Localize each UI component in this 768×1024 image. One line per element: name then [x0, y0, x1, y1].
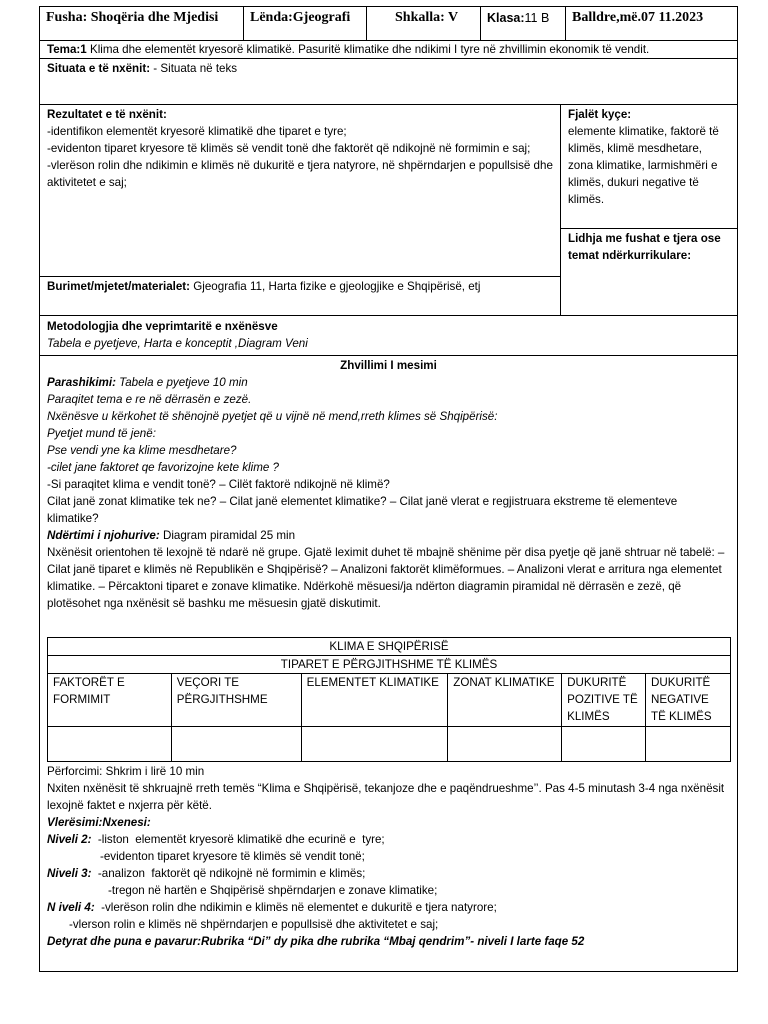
table-subtitle: TIPARET E PËRGJITHSHME TË KLIMËS — [48, 656, 731, 674]
perforcimi-line-1: Përforcimi: Shkrim i lirë 10 min — [47, 765, 205, 778]
lidhja-section — [561, 229, 737, 316]
metodologjia-label: Metodologjia dhe veprimtaritë e nxënësve — [47, 320, 278, 333]
table-header-cell: DUKURITË NEGATIVE TË KLIMËS — [646, 674, 731, 727]
fjalet-text: elemente klimatike, faktorë të klimës, klimë mesdhetare, zona klimatike, larmishmëri e klimës, dukuri negative të klimës. — [568, 125, 719, 206]
rezultatet-line-2: -evidenton tiparet kryesore të klimës së vendit tonë dhe faktorët që ndikojnë në formimin e saj; — [47, 142, 531, 155]
rezultatet-line-3: -vlerëson rolin dhe ndikimin e klimës në dukuritë e tjera natyrore, në shpërndarjen e popullsisë dhe aktivitetet e saj; — [47, 159, 553, 189]
header-klasa-label: Klasa: — [487, 11, 525, 25]
rezultatet-line-1: -identifikon elementët kryesorë klimatikë dhe tiparet e tyre; — [47, 125, 347, 138]
zhvillimi-line-2: Nxënësve u kërkohet të shënojnë pyetjet që u vijnë në mend,rreth klimes së Shqipërisë: — [47, 410, 498, 423]
table-cell — [301, 727, 448, 762]
niveli-2-b: -evidenton tiparet kryesore të klimës së vendit tonë; — [100, 850, 365, 863]
lidhja-label: Lidhja me fushat e tjera ose temat ndërkurrikulare: — [568, 232, 721, 262]
niveli-2-a: -liston elementët kryesorë klimatikë dhe ecurinë e tyre; — [91, 833, 385, 846]
metodologjia-text: Tabela e pyetjeve, Harta e konceptit ,Diagram Veni — [47, 337, 308, 350]
table-row — [48, 727, 731, 762]
header-row — [40, 7, 737, 41]
table-cell — [646, 727, 731, 762]
perforcimi-vleresimi-block — [47, 763, 731, 950]
header-klasa-value: 11 B — [524, 11, 550, 25]
ndertimi-label: Ndërtimi i njohurive: — [47, 529, 160, 542]
niveli-4-label: N iveli 4: — [47, 901, 95, 914]
table-header-cell: VEÇORI TE PËRGJITHSHME — [171, 674, 301, 727]
header-klasa — [481, 7, 566, 40]
parashikimi-text: Tabela e pyetjeve 10 min — [115, 376, 248, 389]
header-data: Balldre,më.07 11.2023 — [572, 10, 704, 25]
table-cell — [48, 727, 172, 762]
parashikimi-label: Parashikimi: — [47, 376, 116, 389]
lesson-plan-page — [39, 6, 738, 972]
fjalet-kyce-section — [561, 105, 737, 229]
table-header-cell: ZONAT KLIMATIKE — [448, 674, 562, 727]
table-cell — [448, 727, 562, 762]
zhvillimi-question-1: -Si paraqitet klima e vendit tonë? – Cilët faktorë ndikojnë në klimë? — [47, 478, 390, 491]
situata-label: Situata e të nxënit: — [47, 62, 151, 75]
burimet-label: Burimet/mjetet/materialet: — [47, 280, 191, 293]
niveli-3-a: -analizon faktorët që ndikojnë në formimin e klimës; — [91, 867, 366, 880]
tema-row — [40, 41, 737, 59]
niveli-3-b: -tregon në hartën e Shqipërisë shpërndarjen e zonave klimatike; — [108, 884, 438, 897]
table-cell — [562, 727, 646, 762]
ndertimi-text: Diagram piramidal 25 min — [159, 529, 296, 542]
burimet-section — [40, 277, 561, 316]
table-header-cell: DUKURITË POZITIVE TË KLIMËS — [562, 674, 646, 727]
zhvillimi-line-4: Pse vendi yne ka klime mesdhetare? — [47, 444, 237, 457]
tema-label: Tema:1 — [47, 43, 87, 56]
table-cell — [171, 727, 301, 762]
zhvillimi-question-2: Cilat janë zonat klimatike tek ne? – Cilat janë elementet klimatike? – Cilat janë vlerat e regjistruara ekstreme të elementeve klimatike? — [47, 495, 678, 525]
niveli-2-label: Niveli 2: — [47, 833, 92, 846]
zhvillimi-line-3: Pyetjet mund të jenë: — [47, 427, 156, 440]
table-header-cell: FAKTORËT E FORMIMIT — [48, 674, 172, 727]
metodologjia-section — [40, 316, 737, 356]
zhvillimi-line-1: Paraqitet tema e re në dërrasën e zezë. — [47, 393, 252, 406]
header-fusha: Fusha: Shoqëria dhe Mjedisi — [40, 7, 244, 40]
rezultatet-label: Rezultatet e të nxënit: — [47, 108, 167, 121]
perforcimi-line-2: Nxiten nxënësit të shkruajnë rreth temës “Klima e Shqipërisë, tekanjoze dhe e paqëndrueshme’’. Pas 4-5 minutash 3-4 nga nxënësit lexojnë faktet e nxjerra për këtë. — [47, 782, 725, 812]
niveli-4-a: -vlerëson rolin dhe ndikimin e klimës në elementet e dukuritë e tjera natyrore; — [94, 901, 497, 914]
fjalet-label: Fjalët kyçe: — [568, 108, 632, 121]
header-shkalla: Shkalla: V — [367, 7, 481, 40]
niveli-3-label: Niveli 3: — [47, 867, 92, 880]
vleresimi-title: Vlerësimi:Nxenesi: — [47, 816, 151, 829]
klima-table — [47, 637, 731, 762]
tema-text: Klima dhe elementët kryesorë klimatikë. Pasuritë klimatike dhe ndikimi I tyre në zhvillimin ekonomik të vendit. — [86, 43, 650, 56]
niveli-4-b: -vlerson rolin e klimës në shpërndarjen e popullsisë dhe aktivitetet e saj; — [69, 918, 439, 931]
situata-text: - Situata në teks — [150, 62, 238, 75]
table-title: KLIMA E SHQIPËRISË — [48, 638, 731, 656]
situata-row — [40, 59, 737, 105]
table-header-cell: ELEMENTET KLIMATIKE — [301, 674, 448, 727]
zhvillimi-paragraph: Nxënësit orientohen të lexojnë të ndarë në grupe. Gjatë leximit duhet të mbajnë shënime për disa pyetje që janë shtruar në tabelë: – Cilat janë tiparet e klimës në Republikën e Shqipërisë? – Analizoni faktorët klimëformues. – Analizoni vlerat e arritura nga elementet klimatike. – Përcaktoni tiparet e zonave klimatike. Ndërkohë mësuesi/ja ndërton diagramin piramidal në dërrasën e zezë, që plotësohet nga nxënësit së bashku me mësuesin gjatë diskutimit. — [47, 546, 725, 610]
header-lenda: Lënda:Gjeografi — [244, 7, 367, 40]
zhvillimi-line-5: -cilet jane faktoret qe favorizojne kete klime ? — [47, 461, 279, 474]
detyrat-line: Detyrat dhe puna e pavarur:Rubrika “Di” dy pika dhe rubrika “Mbaj qendrim”- niveli I larte faqe 52 — [47, 935, 585, 948]
zhvillimi-title: Zhvillimi I mesimi — [340, 359, 437, 372]
rezultatet-section — [40, 105, 561, 277]
burimet-text: Gjeografia 11, Harta fizike e gjeologjike e Shqipërisë, etj — [190, 280, 481, 293]
